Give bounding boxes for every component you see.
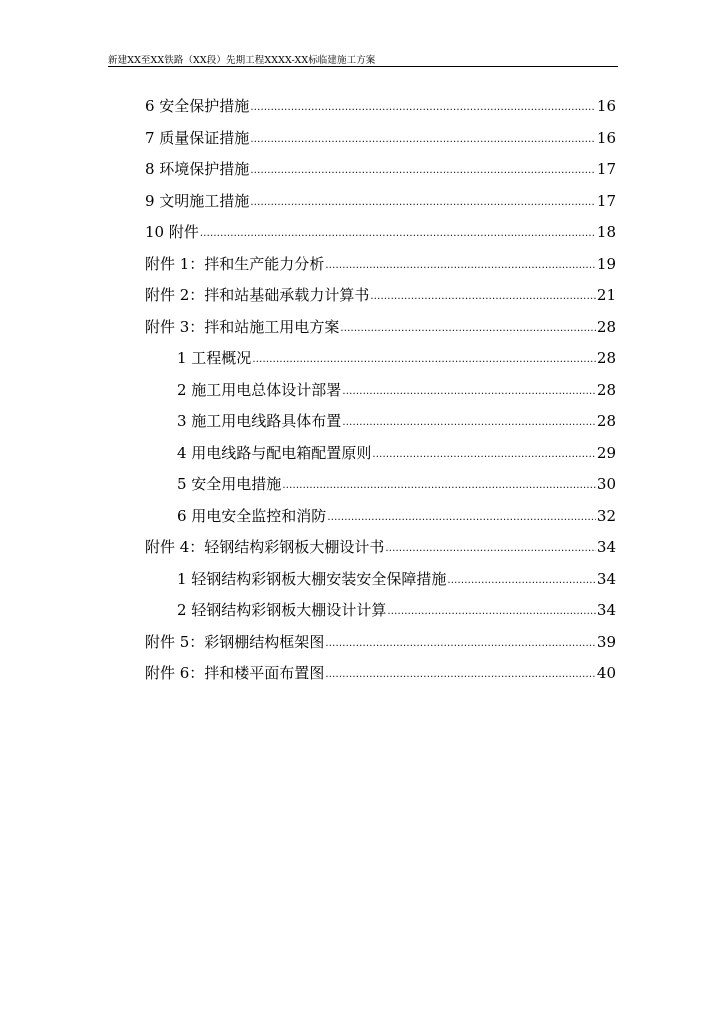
toc-dot-leader [340, 318, 596, 340]
toc-dot-leader [250, 97, 596, 119]
page-header: 新建XX至XX铁路（XX段）先期工程XXXX-XX标临建施工方案 [108, 55, 376, 66]
toc-entry-page-number: 29 [596, 443, 616, 462]
toc-dot-leader [447, 570, 596, 592]
toc-entry[interactable] [145, 316, 616, 338]
toc-entry-page-number: 18 [596, 223, 616, 241]
toc-entry-title: 附件 1：拌和生产能力分析 [145, 254, 325, 273]
toc-entry-title: 8 环境保护措施 [145, 160, 250, 178]
toc-entry-title: 7 质量保证措施 [145, 128, 250, 147]
toc-entry-page-number: 16 [596, 97, 616, 115]
toc-dot-leader [342, 381, 596, 403]
toc-entry[interactable] [145, 190, 616, 212]
toc-entry-page-number: 32 [596, 506, 616, 525]
toc-entry-title: 1 轻钢结构彩钢板大棚安装安全保障措施 [177, 569, 447, 588]
toc-entry-page-number: 21 [596, 286, 616, 304]
toc-entry-page-number: 17 [596, 160, 616, 178]
toc-entry-title: 附件 5：彩钢棚结构框架图 [145, 632, 325, 651]
toc-entry[interactable] [145, 221, 616, 243]
toc-dot-leader [385, 538, 596, 560]
toc-entry[interactable] [177, 599, 616, 621]
toc-entry-title: 10 附件 [145, 223, 199, 241]
toc-entry[interactable] [145, 662, 616, 684]
toc-entry-title: 6 用电安全监控和消防 [177, 506, 327, 525]
toc-entry-page-number: 16 [596, 128, 616, 147]
toc-dot-leader [252, 349, 596, 371]
toc-dot-leader [250, 129, 596, 151]
toc-entry-page-number: 40 [596, 664, 616, 682]
toc-dot-leader [282, 475, 596, 497]
toc-entry-title: 附件 3：拌和站施工用电方案 [145, 317, 340, 336]
toc-dot-leader [200, 223, 596, 245]
toc-entry-title: 附件 6：拌和楼平面布置图 [145, 664, 325, 682]
toc-entry-page-number: 28 [596, 317, 616, 336]
toc-entry[interactable] [177, 347, 616, 369]
toc-entry[interactable] [145, 536, 616, 558]
toc-dot-leader [342, 412, 596, 434]
toc-dot-leader [370, 286, 596, 308]
toc-entry-title: 附件 2：拌和站基础承载力计算书 [145, 286, 370, 304]
toc-entry-page-number: 34 [596, 538, 616, 556]
toc-entry-title: 2 轻钢结构彩钢板大棚设计计算 [177, 601, 387, 619]
toc-entry[interactable] [145, 631, 616, 653]
toc-entry-page-number: 39 [596, 632, 616, 651]
toc-entry-page-number: 34 [596, 569, 616, 588]
toc-entry[interactable] [177, 505, 616, 527]
toc-entry[interactable] [145, 95, 616, 117]
toc-entry-page-number: 34 [596, 601, 616, 619]
toc-entry[interactable] [177, 568, 616, 590]
toc-entry-page-number: 30 [596, 475, 616, 493]
toc-entry[interactable] [145, 127, 616, 149]
toc-entry[interactable] [145, 284, 616, 306]
toc-entry-page-number: 28 [596, 380, 616, 399]
toc-dot-leader [325, 255, 596, 277]
toc-entry[interactable] [177, 442, 616, 464]
toc-entry[interactable] [145, 253, 616, 275]
header-divider [108, 66, 618, 67]
toc-entry-title: 3 施工用电线路具体布置 [177, 412, 342, 430]
toc-entry-page-number: 28 [596, 349, 616, 367]
toc-entry-title: 附件 4：轻钢结构彩钢板大棚设计书 [145, 538, 385, 556]
toc-entry-page-number: 17 [596, 191, 616, 210]
toc-dot-leader [387, 601, 596, 623]
toc-dot-leader [327, 507, 596, 529]
toc-entry[interactable] [177, 379, 616, 401]
toc-entry-title: 5 安全用电措施 [177, 475, 282, 493]
toc-entry-title: 4 用电线路与配电箱配置原则 [177, 443, 372, 462]
toc-entry-title: 2 施工用电总体设计部署 [177, 380, 342, 399]
toc-entry-title: 1 工程概况 [177, 349, 252, 367]
toc-dot-leader [325, 664, 596, 686]
toc-entry[interactable] [177, 473, 616, 495]
toc-entry-title: 6 安全保护措施 [145, 97, 250, 115]
toc-dot-leader [250, 160, 596, 182]
toc-dot-leader [325, 633, 596, 655]
toc-entry[interactable] [177, 410, 616, 432]
toc-entry-title: 9 文明施工措施 [145, 191, 250, 210]
toc-entry-page-number: 19 [596, 254, 616, 273]
toc-dot-leader [372, 444, 596, 466]
toc-entry-page-number: 28 [596, 412, 616, 430]
toc-entry[interactable] [145, 158, 616, 180]
toc-dot-leader [250, 192, 596, 214]
